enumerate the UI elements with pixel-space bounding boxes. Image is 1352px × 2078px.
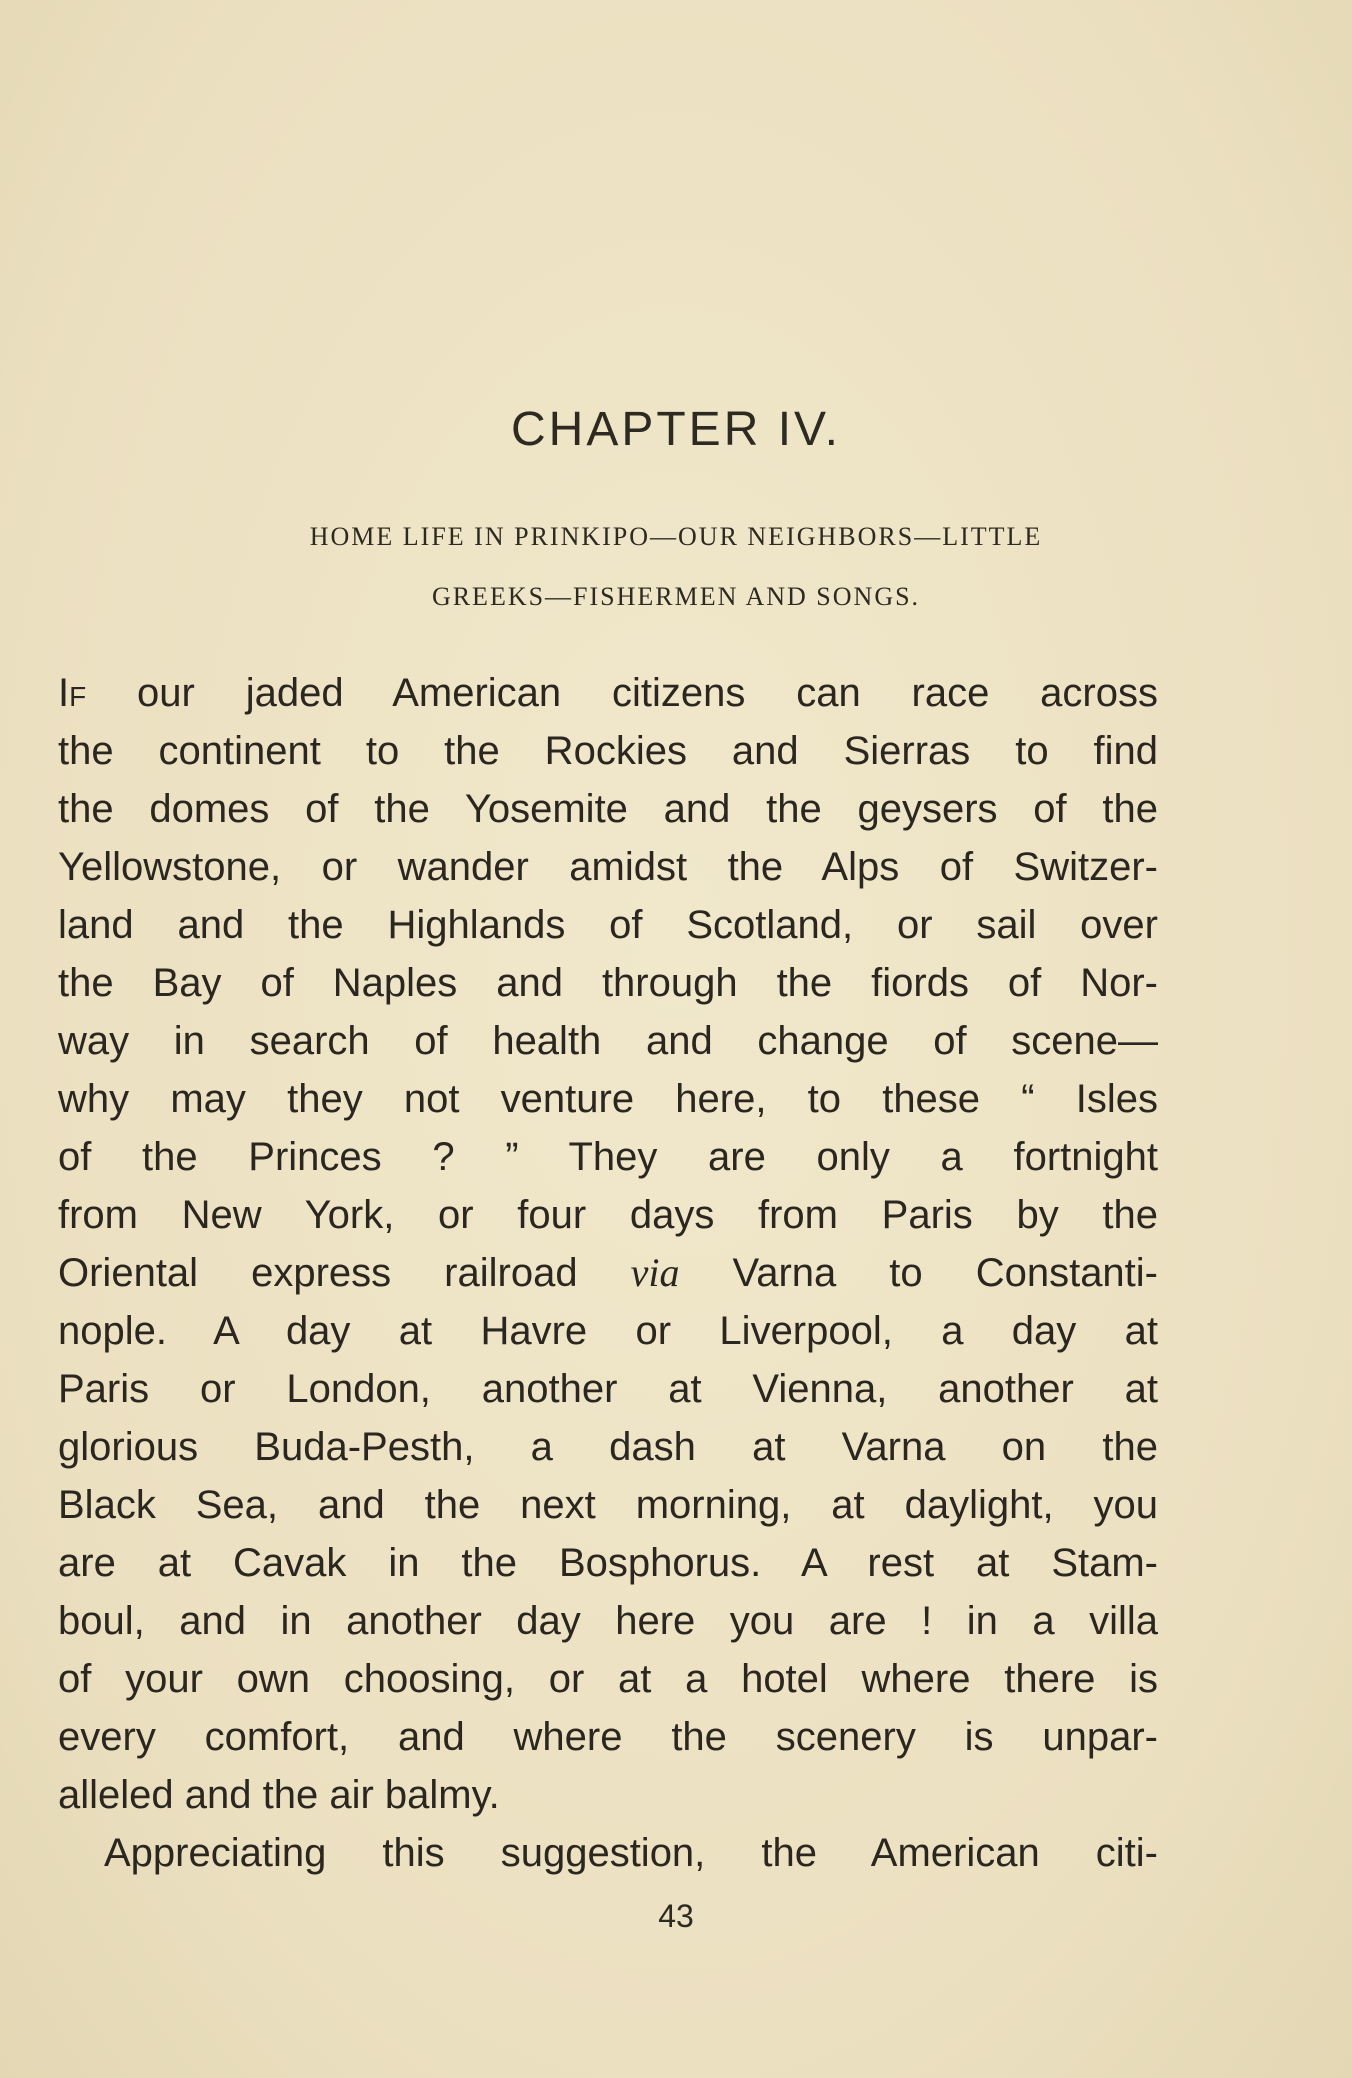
text-line-17: boul, and in another day here you are ! in a villa	[58, 1599, 1158, 1643]
text-line-20: alleled and the air balmy.	[58, 1773, 500, 1817]
text-line-18: of your own choosing, or at a hotel where there is	[58, 1657, 1158, 1701]
text-line-12: nople. A day at Havre or Liverpool, a day at	[58, 1309, 1158, 1353]
body-paragraphs	[58, 664, 1158, 1882]
text-line-16: are at Cavak in the Bosphorus. A rest at Stam-	[58, 1541, 1158, 1585]
text-line-19: every comfort, and where the scenery is unpar-	[58, 1715, 1158, 1759]
text-line-14: glorious Buda-Pesth, a dash at Varna on the	[58, 1425, 1158, 1469]
text-line-4: Yellowstone, or wander amidst the Alps of Switzer-	[58, 845, 1158, 889]
text-line-6: the Bay of Naples and through the fiords of Nor-	[58, 961, 1158, 1005]
text-line-5: land and the Highlands of Scotland, or sail over	[58, 903, 1158, 947]
bleed-through-texture	[50, 110, 1150, 170]
text-line-3: the domes of the Yosemite and the geysers of the	[58, 787, 1158, 831]
text-line-10: from New York, or four days from Paris by the	[58, 1193, 1158, 1237]
chapter-subtitle-line-2: GREEKS—FISHERMEN AND SONGS.	[431, 582, 921, 611]
text-line-1: If our jaded American citizens can race across	[58, 671, 1158, 715]
text-line-21: Appreciating this suggestion, the American citi-	[104, 1831, 1158, 1875]
text-line-7: way in search of health and change of scene—	[58, 1019, 1158, 1063]
text-line-8: why may they not venture here, to these “ Isles	[58, 1077, 1158, 1121]
page-number: 43	[658, 1898, 694, 1934]
drop-word: If	[58, 671, 87, 715]
text-line-13: Paris or London, another at Vienna, another at	[58, 1367, 1158, 1411]
chapter-title: CHAPTER IV.	[511, 403, 841, 456]
italic-word: via	[630, 1250, 680, 1295]
text-line-9: of the Princes ? ” They are only a fortnight	[58, 1135, 1158, 1179]
text-line-2: the continent to the Rockies and Sierras to find	[58, 729, 1158, 773]
text-line-11: Oriental express railroad via Varna to Constanti-	[58, 1250, 1158, 1295]
chapter-subtitle-line-1: HOME LIFE IN PRINKIPO—OUR NEIGHBORS—LITTLE	[309, 522, 1043, 551]
text-line-15: Black Sea, and the next morning, at daylight, you	[58, 1483, 1158, 1527]
